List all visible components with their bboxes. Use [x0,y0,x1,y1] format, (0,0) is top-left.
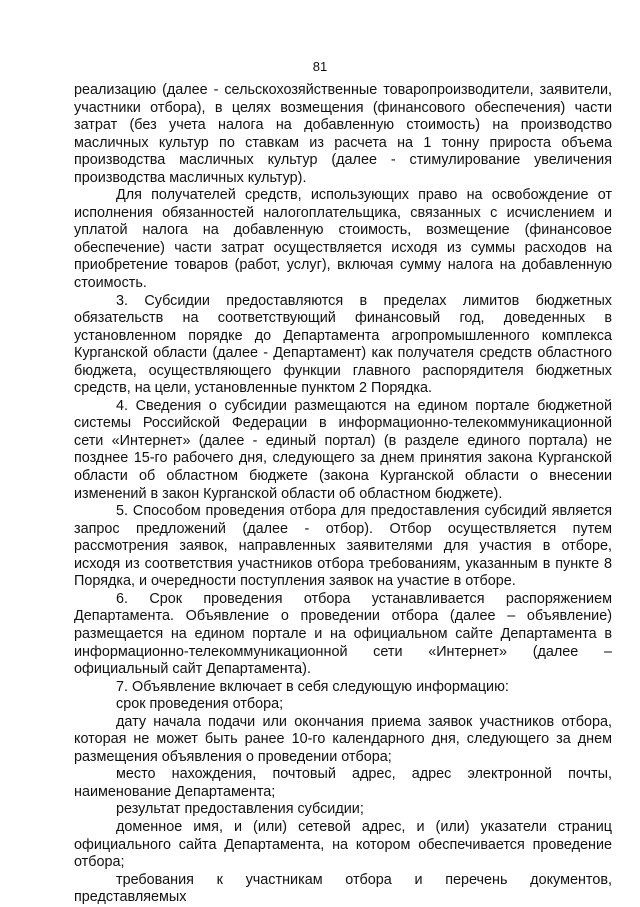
paragraph-continuation: реализацию (далее - сельскохозяйственные товаропроизводители, заявители, участники отбора), в целях возмещения (финансового обеспечения) части затрат (без учета налога на добавленную стоимость) на производство масличных культур по ставкам из расчета на 1 тонну прироста объема производства масличных культур (далее - стимулирование увеличения производства масличных культур). [74,82,612,186]
list-item-department-address: место нахождения, почтовый адрес, адрес электронной почты, наименование Департамента; [74,766,612,800]
paragraph-6: 6. Срок проведения отбора устанавливается распоряжением Департамента. Объявление о проведении отбора (далее – объявление) размещается на едином портале и на официальном сайте Департамента в информационно-телекоммуникационной сети «Интернет» (далее – официальный сайт Департамента). [74,590,612,678]
paragraph-5: 5. Способом проведения отбора для предоставления субсидий является запрос предложений (далее - отбор). Отбор осуществляется путем рассмотрения заявок, направленных заявителями для участия в отборе, исходя из соответствия участников отбора требованиям, указанным в пункте 8 Порядка, и очередности поступления заявок на участие в отборе. [74,503,612,590]
document-body [74,82,612,907]
list-item-selection-period: срок проведения отбора; [116,696,284,713]
paragraph-3: 3. Субсидии предоставляются в пределах лимитов бюджетных обязательств на соответствующий финансовый год, доведенных в установленном порядке до Департамента агропромышленного комплекса Курганской области (далее - Департамент) как получателя средств областного бюджета, осуществляющего функции главного распорядителя бюджетных средств, на цели, установленные пунктом 2 Порядка. [74,292,612,397]
page-number: 81 [312,59,328,74]
paragraph-7: 7. Объявление включает в себя следующую информацию: [116,678,509,695]
paragraph-4: 4. Сведения о субсидии размещаются на едином портале бюджетной системы Российской Федерации в информационно-телекоммуникационной сети «Интернет» (далее - единый портал) (в разделе единого портала) не позднее 15-го рабочего дня, следующего за днем принятия закона Курганской области об областном бюджете (закона Курганской области о внесении изменений в закон Курганской области об областном бюджете). [74,397,612,502]
list-item-application-dates: дату начала подачи или окончания приема заявок участников отбора, которая не может быть ранее 10-го календарного дня, следующего за днем размещения объявления о проведении отбора; [74,713,612,765]
list-item-website-domain: доменное имя, и (или) сетевой адрес, и (или) указатели страниц официального сайта Департамента, на котором обеспечивается проведение отбора; [74,818,612,871]
paragraph-vat-exemption: Для получателей средств, использующих право на освобождение от исполнения обязанностей налогоплательщика, связанных с исчислением и уплатой налога на добавленную стоимость, возмещение (финансовое обеспечение) части затрат осуществляется исходя из суммы расходов на приобретение товаров (работ, услуг), включая сумму налога на добавленную стоимость. [74,187,612,292]
list-item-participant-requirements: требования к участникам отбора и перечень документов, представляемых [74,871,612,906]
list-item-subsidy-result: результат предоставления субсидии; [116,801,364,818]
